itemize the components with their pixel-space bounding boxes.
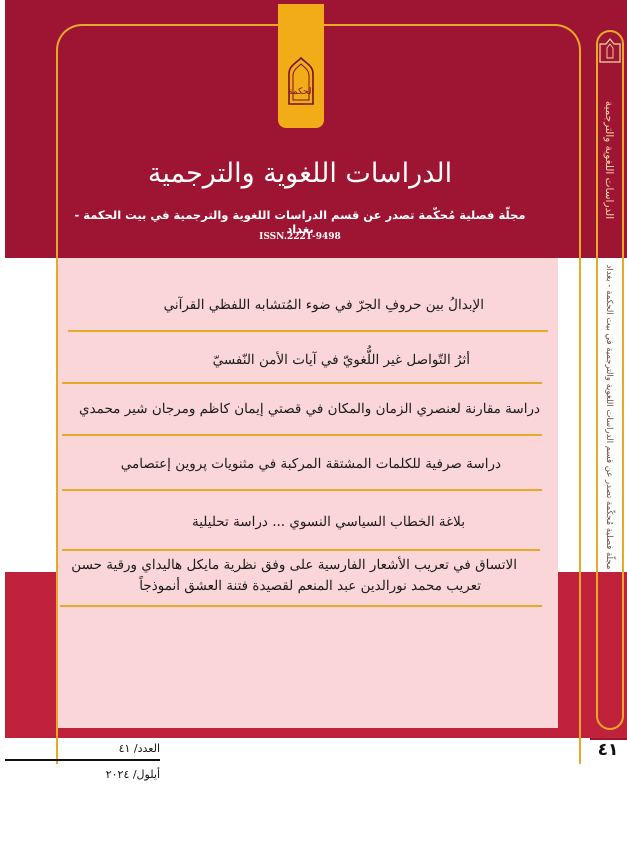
spine-title-text: الدراسات اللغوية والترجمية xyxy=(603,100,615,220)
article-divider xyxy=(62,382,542,384)
spine-subtitle xyxy=(594,262,624,572)
spine-logo-icon xyxy=(597,38,623,64)
spine-title xyxy=(594,70,624,250)
journal-subtitle: مجلّة فصلية مُحكّمة تصدر عن قسم الدراسات اللغوية والترجمية في بيت الحكمة - بغداد xyxy=(74,208,526,236)
issue-underline xyxy=(5,759,160,761)
issue-date-label: أيلول/ ٢٠٢٤ xyxy=(105,768,160,781)
contents-panel xyxy=(58,258,558,728)
article-title-6-line1: الاتساق في تعريب الأشعار الفارسية على وفق نظرية مايكل هاليداي ورقية حسن xyxy=(71,557,517,573)
article-title-6-line2: تعريب محمد نورالدين عبد المنعم لقصيدة فتنة العشق أنموذجاً xyxy=(139,578,481,594)
journal-title: الدراسات اللغوية والترجمية xyxy=(147,158,453,189)
article-title-5: بلاغة الخطاب السياسي النسوي ... دراسة تحليلية xyxy=(191,514,465,530)
logo-lettering: الحكمة xyxy=(287,87,315,97)
issn-number: ISSN.2221-9498 xyxy=(259,232,341,242)
journal-logo-icon xyxy=(285,56,317,108)
article-title-4: دراسة صرفية للكلمات المشتقة المركبة في مثنويات پروين إعتصامي xyxy=(120,456,501,472)
spine-issue-number: ٤١ xyxy=(597,740,619,760)
article-title-1: الإبدالُ بين حروفِ الجرّ في ضوء المُتشابه اللفظي القرآني xyxy=(163,297,484,313)
article-title-2: أثرُ التّواصل غير اللُّغويّ في آيات الأمن النّفسيّ xyxy=(212,352,470,368)
left-margin-strip xyxy=(0,0,5,740)
spine-subtitle-text: مجلّة فصلية مُحكّمة تصدر عن قسم الدراسات اللغوية والترجمية في بيت الحكمة - بغداد xyxy=(604,264,614,570)
article-title-3: دراسة مقارنة لعنصري الزمان والمكان في قصتي إيمان كاظم ومرجان شير محمدي xyxy=(79,401,540,417)
article-divider xyxy=(68,330,548,332)
article-divider xyxy=(62,549,540,551)
article-divider xyxy=(60,605,542,607)
article-divider xyxy=(62,489,542,491)
logo-tab xyxy=(278,4,324,128)
issue-number-label: العدد/ ٤١ xyxy=(118,742,160,755)
article-divider xyxy=(62,434,542,436)
